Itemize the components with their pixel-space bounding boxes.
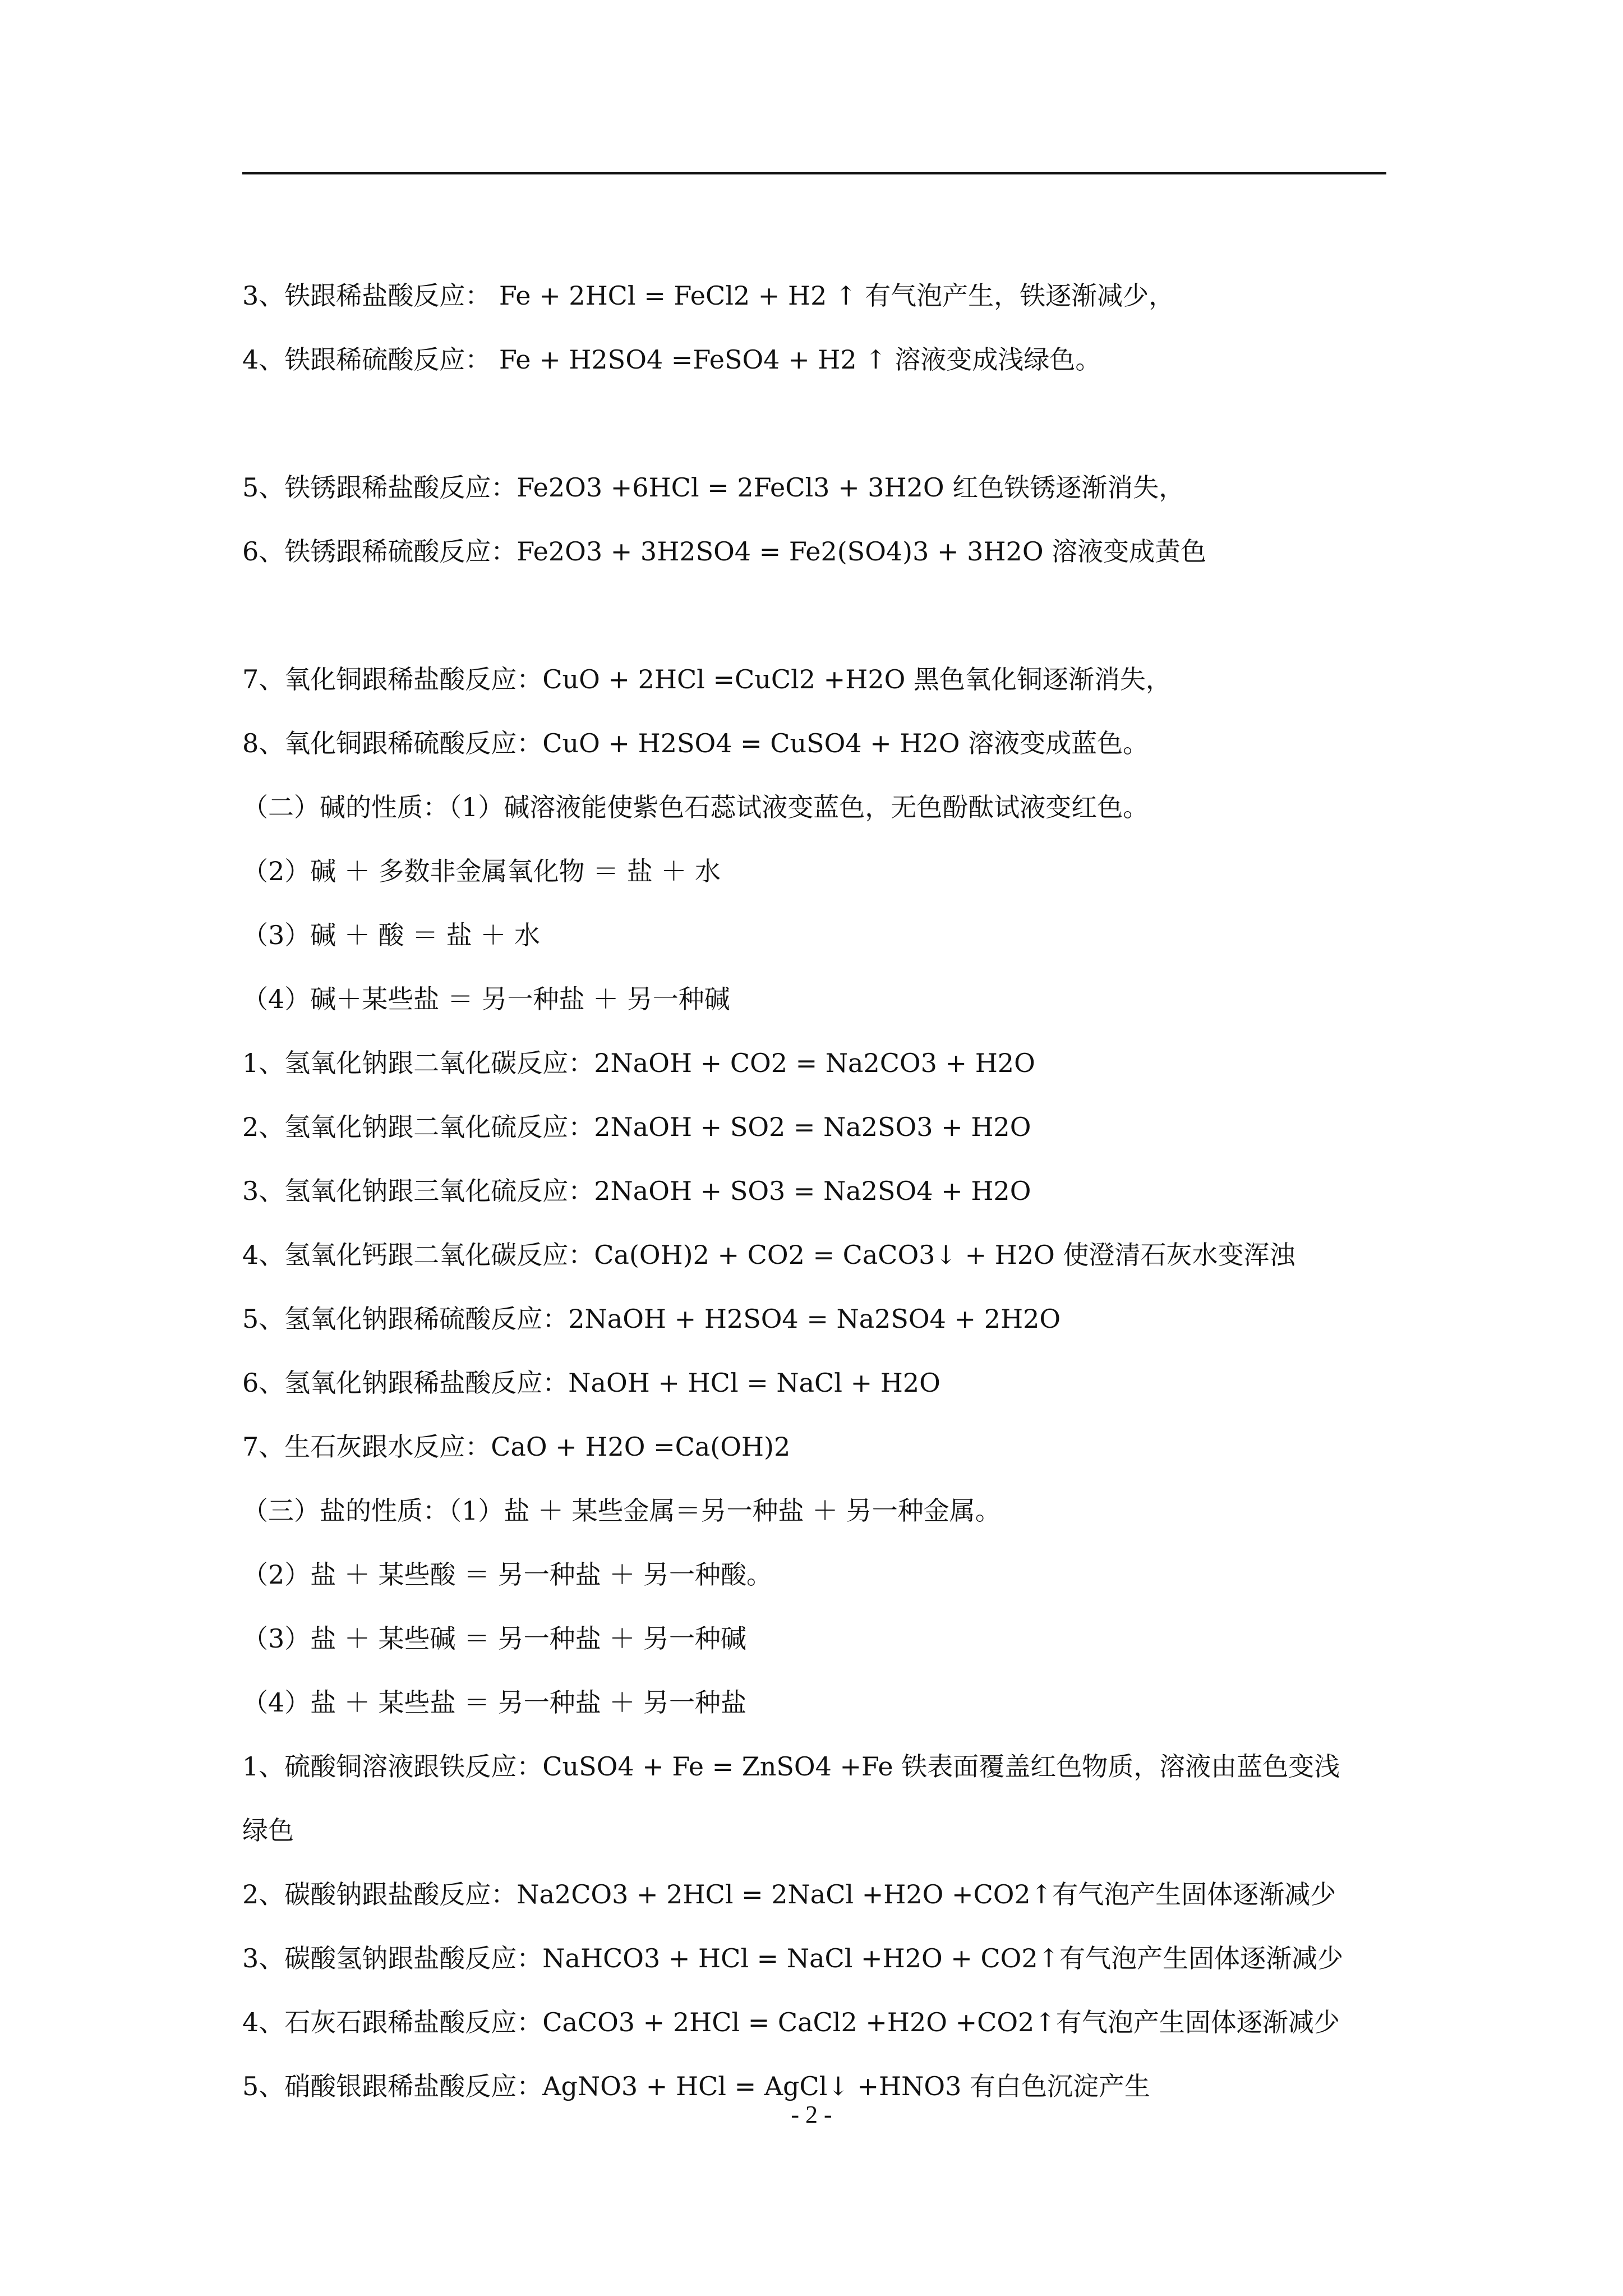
section-heading: （三）盐的性质：（1）盐 ＋ 某些金属＝另一种盐 ＋ 另一种金属。 bbox=[242, 1496, 1001, 1526]
text-line: （4）碱＋某些盐 ＝ 另一种盐 ＋ 另一种碱 bbox=[242, 984, 730, 1014]
text-line: 2、氢氧化钠跟二氧化硫反应：2NaOH + SO2 = Na2SO3 + H2O bbox=[242, 1112, 1031, 1142]
section-heading: （二）碱的性质：（1）碱溶液能使紫色石蕊试液变蓝色，无色酚酞试液变红色。 bbox=[242, 792, 1149, 822]
text-line: （2）盐 ＋ 某些酸 ＝ 另一种盐 ＋ 另一种酸。 bbox=[242, 1559, 772, 1590]
text-line: 1、硫酸铜溶液跟铁反应：CuSO4 + Fe = ZnSO4 +Fe 铁表面覆盖红色物质，溶液由蓝色变浅 bbox=[242, 1751, 1340, 1782]
text-line: 3、碳酸氢钠跟盐酸反应：NaHCO3 + HCl = NaCl +H2O + CO2↑有气泡产生固体逐渐减少 bbox=[242, 1943, 1344, 1973]
text-line: 7、氧化铜跟稀盐酸反应：CuO + 2HCl =CuCl2 +H2O 黑色氧化铜逐渐消失， bbox=[242, 664, 1172, 694]
text-line: 1、氢氧化钠跟二氧化碳反应：2NaOH + CO2 = Na2CO3 + H2O bbox=[242, 1048, 1035, 1078]
text-line: 6、铁锈跟稀硫酸反应：Fe2O3 + 3H2SO4 = Fe2(SO4)3 + 3H2O 溶液变成黄色 bbox=[242, 536, 1207, 567]
blank-line bbox=[242, 583, 1409, 647]
text-line: 4、铁跟稀硫酸反应： Fe + H2SO4 =FeSO4 + H2 ↑ 溶液变成浅绿色。 bbox=[242, 344, 1101, 375]
text-line: （3）盐 ＋ 某些碱 ＝ 另一种盐 ＋ 另一种碱 bbox=[242, 1623, 746, 1654]
text-line: 7、生石灰跟水反应：CaO + H2O =Ca(OH)2 bbox=[242, 1432, 791, 1462]
text-line: 2、碳酸钠跟盐酸反应：Na2CO3 + 2HCl = 2NaCl +H2O +CO2↑有气泡产生固体逐渐减少 bbox=[242, 1879, 1336, 1910]
text-line: 4、氢氧化钙跟二氧化碳反应：Ca(OH)2 + CO2 = CaCO3↓ + H2O 使澄清石灰水变浑浊 bbox=[242, 1240, 1295, 1270]
text-line: 8、氧化铜跟稀硫酸反应：CuO + H2SO4 = CuSO4 + H2O 溶液变成蓝色。 bbox=[242, 728, 1149, 758]
blank-line bbox=[242, 392, 1409, 455]
text-line: （2）碱 ＋ 多数非金属氧化物 ＝ 盐 ＋ 水 bbox=[242, 856, 721, 886]
text-line: （3）碱 ＋ 酸 ＝ 盐 ＋ 水 bbox=[242, 920, 540, 950]
text-line-continuation: 绿色 bbox=[242, 1815, 294, 1846]
text-line: 4、石灰石跟稀盐酸反应：CaCO3 + 2HCl = CaCl2 +H2O +CO2↑有气泡产生固体逐渐减少 bbox=[242, 2007, 1340, 2037]
text-line: 5、铁锈跟稀盐酸反应：Fe2O3 +6HCl = 2FeCl3 + 3H2O 红色铁锈逐渐消失， bbox=[242, 472, 1185, 503]
text-line: 3、铁跟稀盐酸反应： Fe + 2HCl = FeCl2 + H2 ↑ 有气泡产生，铁逐渐减少， bbox=[242, 280, 1175, 311]
text-line: 6、氢氧化钠跟稀盐酸反应：NaOH + HCl = NaCl + H2O bbox=[242, 1368, 940, 1398]
text-line: 5、硝酸银跟稀盐酸反应：AgNO3 + HCl = AgCl↓ +HNO3 有白色沉淀产生 bbox=[242, 2071, 1151, 2101]
text-line: 5、氢氧化钠跟稀硫酸反应：2NaOH + H2SO4 = Na2SO4 + 2H2O bbox=[242, 1304, 1061, 1334]
page-body bbox=[242, 264, 1409, 2118]
header-rule bbox=[242, 172, 1386, 174]
text-line: （4）盐 ＋ 某些盐 ＝ 另一种盐 ＋ 另一种盐 bbox=[242, 1687, 746, 1718]
text-line: 3、氢氧化钠跟三氧化硫反应：2NaOH + SO3 = Na2SO4 + H2O bbox=[242, 1176, 1031, 1206]
page-number: - 2 - bbox=[791, 2101, 832, 2128]
